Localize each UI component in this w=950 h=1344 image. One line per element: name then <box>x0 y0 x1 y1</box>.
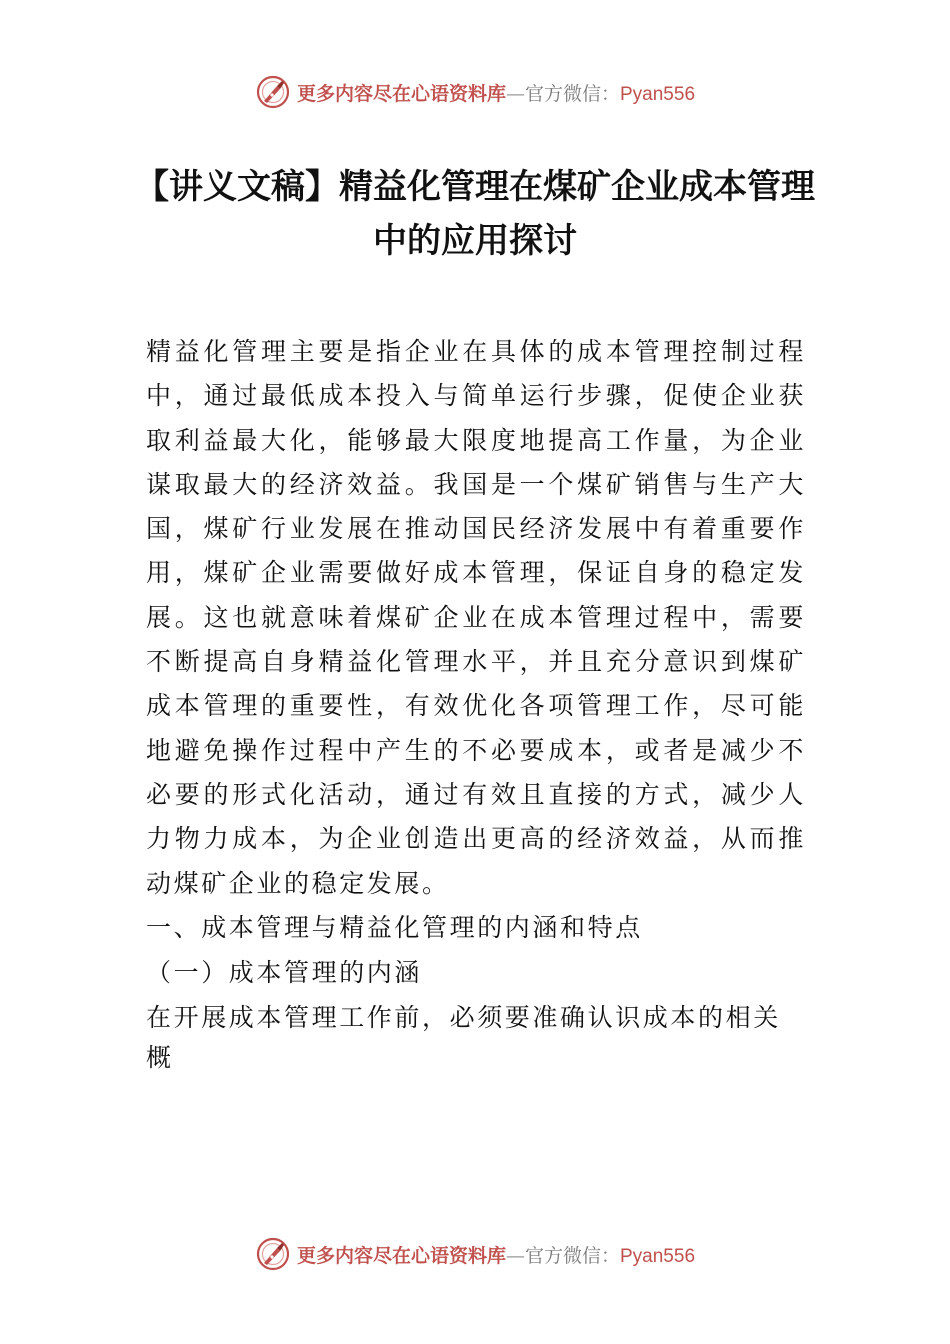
banner-dash: — <box>505 82 525 105</box>
banner-main-text: 更多内容尽在心语资料库 <box>296 82 506 105</box>
pen-nib-logo-icon <box>255 74 291 110</box>
banner-text <box>297 79 695 106</box>
document-title: 【讲义文稿】精益化管理在煤矿企业成本管理中的应用探讨 <box>135 167 815 261</box>
banner-main-text: 更多内容尽在心语资料库 <box>296 1244 506 1267</box>
intro-paragraph: 精益化管理主要是指企业在具体的成本管理控制过程中，通过最低成本投入与简单运行步骤，促使企业获取利益最大化，能够最大限度地提高工作量，为企业谋取最大的经济效益。我国是一个煤矿销售与生产大国，煤矿行业发展在推动国民经济发展中有着重要作用，煤矿企业需要做好成本管理，保证自身的稳定发展。这也就意味着煤矿企业在成本管理过程中，需要不断提高自身精益化管理水平，并且充分意识到煤矿成本管理的重要性，有效优化各项管理工作，尽可能地避免操作过程中产生的不必要成本，或者是减少不必要的形式化活动，通过有效且直接的方式，减少人力物力成本，为企业创造出更高的经济效益，从而推动煤矿企业的稳定发展。 <box>146 337 806 898</box>
banner-text <box>297 1241 695 1268</box>
banner-wechat-id: Pyan556 <box>620 83 696 105</box>
footer-banner <box>0 1232 950 1276</box>
banner-wechat-label: 官方微信： <box>524 1244 620 1267</box>
banner-wechat-id: Pyan556 <box>620 1245 696 1267</box>
subsection-heading: （一）成本管理的内涵 <box>146 958 423 987</box>
pen-nib-logo-icon <box>255 1236 291 1272</box>
section-heading: 一、成本管理与精益化管理的内涵和特点 <box>146 913 643 942</box>
header-banner <box>0 70 950 114</box>
subsection-paragraph: 在开展成本管理工作前，必须要准确认识成本的相关概 <box>146 1003 781 1072</box>
banner-wechat-label: 官方微信： <box>524 82 620 105</box>
banner-dash: — <box>505 1244 525 1267</box>
